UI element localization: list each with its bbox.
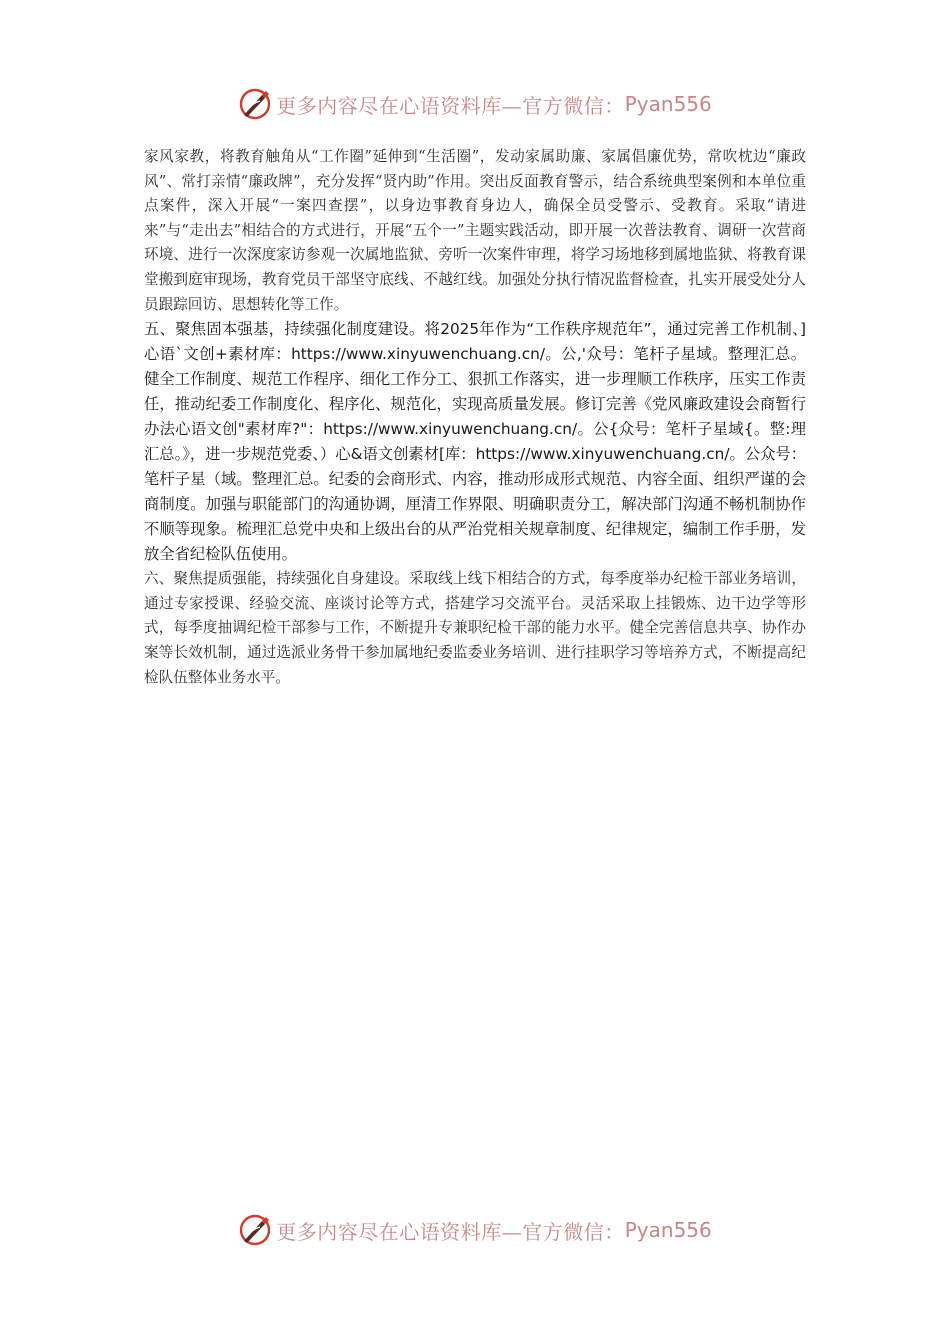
paragraph-section-six: 六、聚焦提质强能，持续强化自身建设。采取线上线下相结合的方式，每季度举办纪检干部业务培训，通过专家授课、经验交流、座谈讨论等方式，搭建学习交流平台。灵活采取上挂锻炼、边干边学等形式，每季度抽调纪检干部参与工作，不断提升专兼职纪检干部的能力水平。健全完善信息共享、协作办案等长效机制，通过选派业务骨干参加属地纪委监委业务培训、进行挂职学习等培养方式，不断提高纪检队伍整体业务水平。: [144, 570, 806, 686]
banner-text: 更多内容尽在心语资料库—官方微信：: [276, 1219, 625, 1244]
banner-wechat-handle: Pyan556: [624, 92, 712, 116]
paragraph-section-five: 五、聚焦固本强基，持续强化制度建设。将2025年作为“工作秩序规范年”，通过完善工作机制、]心语`文创+素材库：https://www.xinyuwenchuang.cn/。公,'众号：笔杆子星域。整理汇总。健全工作制度、规范工作程序、细化工作分工、狠抓工作落实，进一步理顺工作秩序，压实工作责任，推动纪委工作制度化、程序化、规范化，实现高质量发展。修订完善《党风廉政建设会商暂行办法心语文创"素材库?"：https://www.xinyuwenchuang.cn/。公{众号：笔杆子星域{。整:理汇总。》，进一步规范党委、）心&语文创素材[库：https://www.xinyuwenchuang.cn/。公众号：笔杆子星（域。整理汇总。纪委的会商形式、内容，推动形成形式规范、内容全面、组织严谨的会商制度。加强与职能部门的沟通协调，厘清工作界限、明确职责分工，解决部门沟通不畅机制协作不顺等现象。梳理汇总党中央和上级出台的从严治党相关规章制度、纪律规定，编制工作手册，发放全省纪检队伍使用。: [144, 320, 806, 564]
header-banner: [0, 84, 950, 124]
pen-logo-icon: [238, 1213, 272, 1247]
pen-logo-icon: [238, 87, 272, 121]
banner-wechat-handle: Pyan556: [624, 1218, 712, 1242]
banner-text: 更多内容尽在心语资料库—官方微信：: [276, 93, 625, 118]
footer-banner: [0, 1210, 950, 1250]
paragraph-family-education: 家风家教，将教育触角从“工作圈”延伸到“生活圈”，发动家属助廉、家属倡廉优势，常吹枕边“廉政风”、常打亲情“廉政牌”，充分发挥“贤内助”作用。突出反面教育警示，结合系统典型案例和本单位重点案件，深入开展“一案四查摆”，以身边事教育身边人，确保全员受警示、受教育。采取“请进来”与“走出去”相结合的方式进行，开展“五个一”主题实践活动，即开展一次普法教育、调研一次营商环境、进行一次深度家访参观一次属地监狱、旁听一次案件审理，将学习场地移到属地监狱、将教育课堂搬到庭审现场，教育党员干部坚守底线、不越红线。加强处分执行情况监督检查，扎实开展受处分人员跟踪回访、思想转化等工作。: [144, 148, 806, 313]
document-body: [144, 145, 806, 690]
